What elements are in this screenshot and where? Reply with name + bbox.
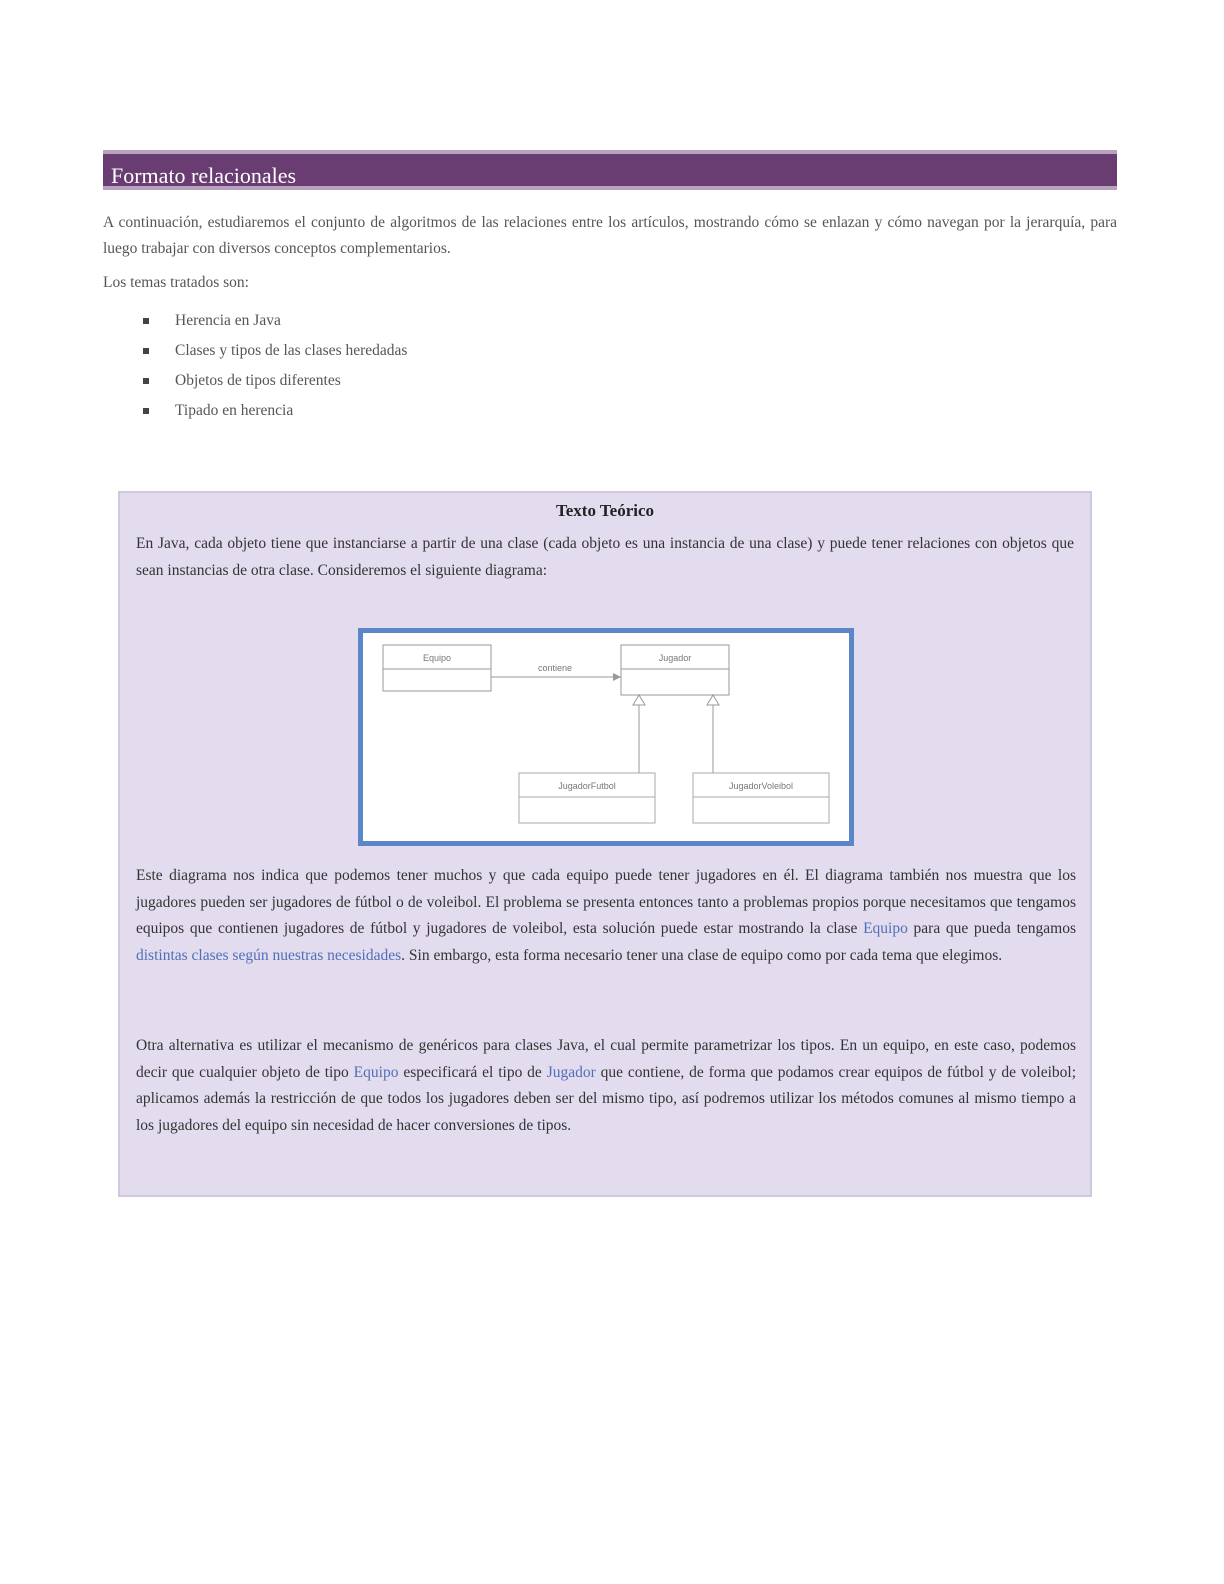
bullet-icon <box>143 408 149 414</box>
uml-association-arrow-icon <box>613 673 621 681</box>
uml-class-jugadorvoleibol-label: JugadorVoleibol <box>728 781 794 791</box>
link-clases[interactable]: distintas clases según nuestras necesidades <box>136 946 402 964</box>
uml-class-jugadorfutbol-label: JugadorFutbol <box>558 781 616 791</box>
bullet-icon <box>143 348 149 354</box>
topics-lead: Los temas tratados son: <box>103 274 249 291</box>
uml-class-equipo-label: Equipo <box>422 653 452 663</box>
page-content <box>103 150 1117 426</box>
class-diagram-svg <box>363 633 849 841</box>
uml-inheritance-arrow-icon <box>707 695 719 705</box>
topic-list <box>143 306 1117 426</box>
link-equipo-2[interactable]: Equipo <box>353 1063 399 1081</box>
link-equipo[interactable]: Equipo <box>863 920 908 937</box>
uml-inheritance-arrow-icon <box>633 695 645 705</box>
link-jugador[interactable]: Jugador <box>546 1063 596 1081</box>
list-item: Herencia en Java <box>143 306 1117 336</box>
list-item: Clases y tipos de las clases heredadas <box>143 336 1117 366</box>
uml-association-label: contiene <box>537 663 573 673</box>
class-diagram <box>358 628 854 846</box>
list-item: Tipado en herencia <box>143 396 1117 426</box>
theory-paragraph-1: En Java, cada objeto tiene que instanciarse a partir de una clase (cada objeto es una instancia de una clase) y puede tener relaciones con objetos que sean instancias de otra clase. Consideremos el siguiente diagrama: <box>136 535 1074 579</box>
theory-box <box>118 491 1092 1197</box>
bullet-icon <box>143 378 149 384</box>
list-item: Objetos de tipos diferentes <box>143 366 1117 396</box>
theory-paragraph-2: Este diagrama nos indica que podemos tener muchos y que cada equipo puede tener jugadores en él. El diagrama también nos muestra que los jugadores pueden ser jugadores de fútbol o de voleibol. El problema se presenta entonces tanto a problemas propios porque necesitamos que tengamos equipos que contienen jugadores de fútbol y jugadores de voleibol, esta solución puede estar mostrando la clase Equipo para que pueda tengamos distintas clases según nuestras necesidades. Sin embargo, esta forma necesario tener una clase de equipo como por cada tema que elegimos. <box>136 867 1077 964</box>
intro-paragraph: A continuación, estudiaremos el conjunto de algoritmos de las relaciones entre los artículos, mostrando cómo se enlazan y cómo navegan por la jerarquía, para luego trabajar con diversos conceptos complementarios. <box>103 214 1117 257</box>
uml-class-equipo <box>383 645 491 691</box>
section-title: Formato relacionales <box>103 150 1117 190</box>
bullet-icon <box>143 318 149 324</box>
uml-class-jugador-label: Jugador <box>658 653 692 663</box>
theory-box-title: Texto Teórico <box>555 501 655 520</box>
theory-paragraph-3: Otra alternativa es utilizar el mecanismo de genéricos para clases Java, el cual permite parametrizar los tipos. En un equipo, en este caso, podemos decir que cualquier objeto de tipo Equipo especificará el tipo de Jugador que contiene, de forma que podamos crear equipos de fútbol y de voleibol; aplicamos además la restricción de que todos los jugadores deben ser del mismo tipo, así podremos utilizar los métodos comunes al mismo tiempo a los jugadores del equipo sin necesidad de hacer conversiones de tipos. <box>136 1037 1076 1134</box>
